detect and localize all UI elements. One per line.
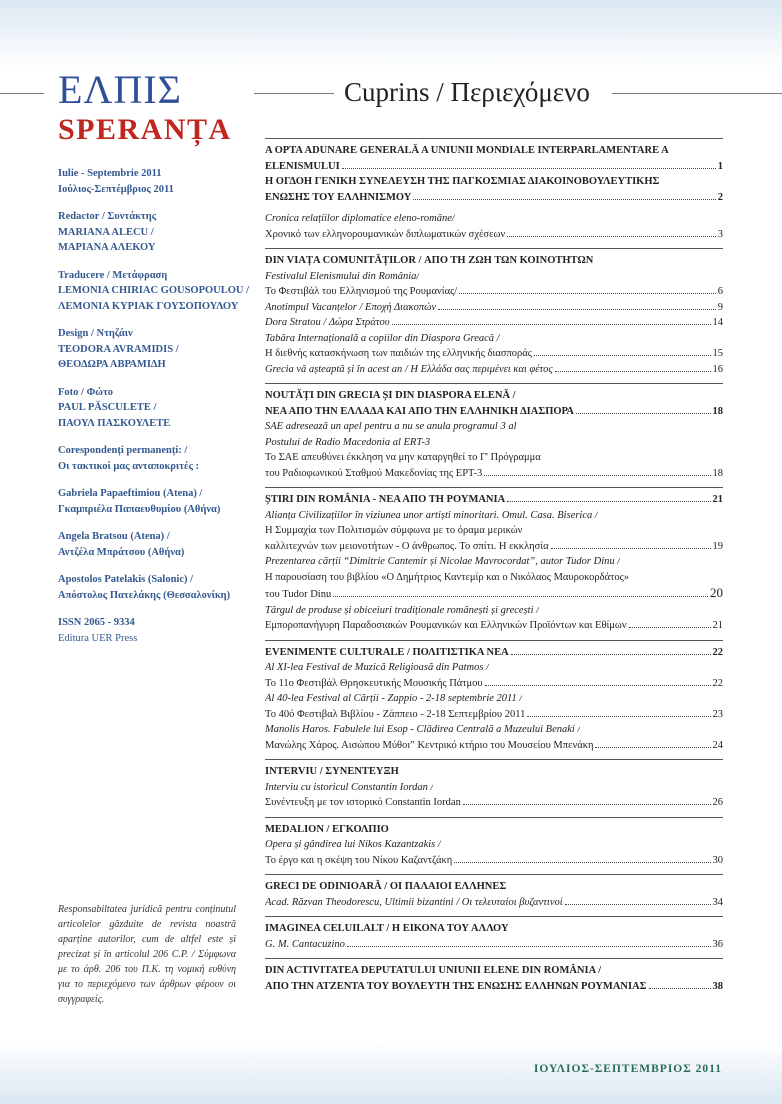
toc-entry[interactable] (265, 300, 723, 316)
toc-page-number: 26 (712, 797, 723, 808)
toc-entry-continued (265, 837, 723, 853)
toc-page-number: 15 (712, 348, 723, 359)
toc-leader-dots (438, 308, 716, 310)
toc-page-number: 19 (712, 540, 723, 552)
toc-section (265, 248, 723, 383)
masthead-line: Redactor / Συντάκτης (58, 211, 157, 222)
toc-leader-dots (534, 354, 711, 356)
toc-page-number: 21 (712, 620, 723, 631)
masthead-group (58, 443, 248, 474)
toc-page-number: 38 (712, 980, 723, 992)
toc-entry-title: Manolis Haros. Fabulele lui Esop - Clădirea Centrală a Muzeului Benaki / (265, 724, 581, 735)
toc-leader-dots (413, 198, 715, 200)
toc-heading: Cuprins / Περιεχόμενο (344, 77, 590, 107)
toc-leader-dots (342, 167, 716, 169)
toc-entry-continued (265, 691, 723, 707)
toc-section (265, 817, 723, 875)
toc-page-number: 16 (712, 363, 723, 375)
masthead-line: Traducere / Μετάφραση (58, 269, 168, 281)
toc-entry[interactable] (265, 190, 723, 206)
masthead-line: LEMONIA CHIRIAC GOUSOPOULOU / (58, 285, 250, 296)
toc-entry-title: Al XI-lea Festival de Muzică Religioasă din Patmos / (265, 662, 489, 673)
toc-section (265, 640, 723, 760)
masthead-line: Απόστολος Πατελάκης (Θεσσαλονίκη) (58, 589, 231, 601)
toc-leader-dots (511, 653, 711, 655)
toc-entry-continued (265, 331, 723, 347)
toc-entry-title: Το 11ο Φεστιβάλ Θρησκευτικής Μουσικής Πάτμου (265, 677, 483, 689)
legal-disclaimer: Responsabiltatea juridică pentru conținutul articolelor găzduite de revista noastră aparține autorilor, cum de altfel este și precizat și în articolul 206 C.P. / Σύμφωνα με το άρθ. 206 του Π.Κ. τη νομική ευθύνη για το περιεχόμενο των άρθρων φέρουν οι συγγραφείς. (58, 904, 236, 1005)
toc-entry-title: INTERVIU / ΣΥΝΕΝΤΕΥΞΗ (265, 766, 399, 777)
masthead-line: ΘΕΟΔΩΡΑ ΑΒΡΑΜΙΔΗ (58, 359, 166, 370)
page-footer-date: ΙΟΥΛΙΟΣ-ΣΕΠΤΕΜΒΡΙΟΣ 2011 (533, 1063, 722, 1075)
toc-entry-continued (265, 822, 723, 838)
toc-page-number: 30 (712, 854, 723, 866)
masthead-group (58, 529, 248, 560)
toc-leader-dots (595, 746, 710, 748)
toc-leader-dots (565, 903, 711, 905)
masthead-line: Design / Ντηζάιν (58, 328, 133, 339)
toc-leader-dots (333, 595, 708, 597)
masthead-line: Γκαμπριέλα Παπαευθυμίου (Αθήνα) (58, 503, 221, 515)
toc-leader-dots (527, 715, 710, 717)
toc-page-number: 9 (717, 301, 723, 313)
toc-entry-title: Prezentarea cărții “Dimitrie Cantemir și Nicolae Mavrocordat”, autor Tudor Dinu / (265, 556, 621, 567)
toc-entry-title: Interviu cu istoricul Constantin Iordan / (265, 781, 434, 793)
toc-entry[interactable] (265, 738, 723, 754)
toc-entry-title: του Tudor Dinu (265, 589, 332, 600)
toc-entry-title: ΕΝΩΣΗΣ ΤΟΥ ΕΛΛΗΝΙΣΜΟΥ (265, 191, 412, 203)
toc-entry-title: καλλιτεχνών των μειονοτήτων - Ο άνθρωπος. Το σπίτι. Η εκκλησία (265, 540, 549, 552)
toc-section (265, 958, 723, 1000)
toc-entry-continued (265, 660, 723, 676)
toc-page-number: 14 (712, 317, 723, 328)
masthead-line: Οι τακτικοί μας ανταποκριτές : (58, 460, 200, 472)
toc-entry-continued (265, 603, 723, 619)
toc-entry-continued (265, 570, 723, 586)
toc-entry-title: Η Συμμαχία των Πολιτισμών σύμφωνα με το όραμα μερικών (265, 525, 523, 536)
toc-section (265, 138, 723, 248)
toc-entry-title: SAE adresează un apel pentru a nu se anula programul 3 al (265, 421, 517, 432)
masthead-line: Angela Bratsou (Atena) / (58, 531, 170, 542)
masthead-line: Corespondenți permanenți: / (58, 445, 188, 456)
masthead-line: Ιούλιος-Σεπτέμβριος 2011 (58, 183, 174, 195)
toc-entry-continued (265, 963, 723, 979)
toc-entry-title: G. M. Cantacuzino (265, 938, 345, 950)
toc-entry-title: Το ΣΑΕ απευθύνει έκκληση να μην καταργηθεί το Γ' Πρόγραμμα (265, 452, 541, 463)
masthead-line: ΛΕΜΟΝΙΑ ΚΥΡΙΑΚ ΓΟΥΣΟΠΟΥΛΟΥ (58, 300, 239, 312)
toc-entry-title: Postului de Radio Macedonia al ERT-3 (265, 436, 431, 448)
masthead-line: ΠΑΟΥΛ ΠΑΣΚΟΥΛΕΤΕ (58, 417, 171, 429)
toc-page-number: 22 (712, 677, 723, 689)
toc-entry[interactable] (265, 159, 723, 175)
toc-entry[interactable] (265, 895, 723, 911)
toc-leader-dots (576, 412, 710, 414)
toc-entry-continued (265, 435, 723, 451)
toc-entry-continued (265, 780, 723, 796)
toc-page-number: 21 (712, 494, 723, 505)
toc-entry-continued (265, 253, 723, 269)
toc-entry-title: ELENISMULUI (265, 160, 340, 172)
toc-entry-title: Εμποροπανήγυρη Παραδοσιακών Ρουμανικών και Ελληνικών Προϊόντων και Εθίμων (265, 620, 627, 631)
masthead-group (58, 385, 248, 432)
masthead-group (58, 268, 248, 315)
toc-entry[interactable] (265, 937, 723, 953)
masthead-group (58, 326, 248, 373)
toc-entry[interactable] (265, 404, 723, 420)
toc-entry-title: Συνέντευξη με τον ιστορικό Constantin Iordan (265, 797, 461, 808)
toc-entry[interactable] (265, 853, 723, 869)
toc-section (265, 759, 723, 817)
masthead-group (58, 486, 248, 517)
logo-greek-title: ΕΛΠΙΣ (58, 67, 182, 112)
toc-page-number: 1 (717, 160, 723, 172)
table-of-contents (265, 138, 723, 1000)
masthead-line: ISSN 2065 - 9334 (58, 617, 135, 628)
toc-entry-title: Al 40-lea Festival al Cărții - Zappio - 2-18 septembrie 2011 / (265, 693, 523, 704)
toc-entry[interactable] (265, 645, 723, 661)
masthead-line: Apostolos Patelakis (Salonic) / (58, 574, 194, 585)
toc-entry-title: MEDALION / ΕΓΚΟΛΠΙΟ (265, 823, 389, 835)
toc-entry-title: NOUTĂȚI DIN GRECIA ȘI DIN DIASPORA ELENĂ / (265, 390, 516, 401)
toc-entry-title: Anotimpul Vacanțelor / Εποχή Διακοπών (265, 301, 437, 313)
toc-leader-dots (507, 235, 716, 237)
toc-entry[interactable] (265, 362, 723, 378)
toc-leader-dots (629, 626, 711, 628)
masthead-line: Foto / Φώτο (58, 386, 114, 398)
toc-entry-continued (265, 211, 723, 227)
toc-entry[interactable] (265, 346, 723, 362)
toc-entry-title: DIN ACTIVITATEA DEPUTATULUI UNIUNII ELENE DIN ROMÂNIA / (265, 965, 602, 976)
toc-entry-title: Χρονικό των ελληνορουμανικών διπλωματικών σχέσεων (265, 228, 506, 240)
toc-entry-title: Η διεθνής κατασκήνωση των παιδιών της ελληνικής διασποράς (265, 348, 532, 359)
masthead-group (58, 572, 248, 603)
toc-entry-continued (265, 921, 723, 937)
toc-leader-dots (551, 547, 711, 549)
toc-entry-continued (265, 554, 723, 570)
logo-latin-title: SPERANȚA (58, 113, 232, 146)
toc-entry-title: Grecia vă așteaptă și în acest an / Η Ελλάδα σας περιμένει και φέτος (265, 363, 553, 375)
toc-entry-title: Το έργο και η σκέψη του Νίκου Καζαντζάκη (265, 854, 453, 866)
toc-leader-dots (485, 684, 711, 686)
toc-section (265, 383, 723, 487)
toc-entry[interactable] (265, 676, 723, 692)
toc-entry-continued (265, 143, 723, 159)
masthead-line: Iulie - Septembrie 2011 (58, 168, 162, 179)
header-rule-left (0, 93, 44, 94)
toc-leader-dots (484, 474, 710, 476)
toc-entry-title: ȘTIRI DIN ROMÂNIA - ΝΕΑ ΑΠΟ ΤΗ ΡΟΥΜΑΝΙΑ (265, 494, 506, 505)
toc-entry[interactable] (265, 466, 723, 482)
masthead-line: Αντζέλα Μπράτσου (Αθήνα) (58, 546, 185, 558)
toc-entry-title: IMAGINEA CELUILALT / Η ΕΙΚΟΝΑ ΤΟΥ ΑΛΛΟΥ (265, 923, 509, 934)
masthead-group (58, 209, 248, 256)
masthead-line: Editura UER Press (58, 632, 138, 644)
toc-page-number: 22 (712, 646, 723, 658)
toc-entry-title: Cronica relațiilor diplomatice eleno-române/ (265, 213, 455, 224)
toc-leader-dots (463, 803, 711, 805)
toc-entry-title: Η ΟΓΔΟΗ ΓΕΝΙΚΗ ΣΥΝΕΛΕΥΣΗ ΤΗΣ ΠΑΓΚΟΣΜΙΑΣ ΔΙΑΚΟΙΝΟΒΟΥΛΕΥΤΙΚΗΣ (265, 176, 660, 187)
toc-entry-title: του Ραδιοφωνικού Σταθμού Μακεδονίας της ΕΡΤ-3 (265, 467, 483, 479)
toc-entry-title: Το Φεστιβάλ του Ελληνισμού της Ρουμανίας/ (265, 286, 458, 297)
toc-entry-title: DIN VIAȚA COMUNITĂȚILOR / ΑΠΟ ΤΗ ΖΩΗ ΤΩΝ ΚΟΙΝΟΤΗΤΩΝ (265, 255, 594, 266)
toc-entry-title: Acad. Răzvan Theodorescu, Ultimii bizantini / Οι τελευταίοι βυζαντινοί (265, 896, 563, 908)
toc-entry-title: Tabăra Internațională a copiilor din Diaspora Greacă / (265, 332, 500, 344)
toc-entry-continued (265, 764, 723, 780)
masthead-group (58, 166, 248, 197)
toc-entry-title: ΑΠΟ ΤΗΝ ΑΤΖΕΝΤΑ ΤΟΥ ΒΟΥΛΕΥΤΗ ΤΗΣ ΕΝΩΣΗΣ ΕΛΛΗΝΩΝ ΡΟΥΜΑΝΙΑΣ (265, 980, 647, 992)
toc-entry[interactable] (265, 979, 723, 995)
toc-entry[interactable] (265, 284, 723, 300)
toc-leader-dots (454, 861, 710, 863)
toc-leader-dots (507, 500, 710, 502)
toc-page-number: 2 (717, 191, 723, 203)
toc-entry-continued (265, 508, 723, 524)
toc-entry-title: Opera și gândirea lui Nikos Kazantzakis / (265, 839, 441, 850)
toc-page-number: 36 (712, 938, 723, 950)
toc-entry-title: Târgul de produse și obiceiuri tradiționale românești și grecești / (265, 604, 540, 616)
toc-page-number: 23 (712, 708, 723, 720)
toc-entry[interactable] (265, 315, 723, 331)
toc-leader-dots (392, 323, 711, 325)
toc-page-number: 18 (712, 405, 723, 417)
masthead-line: PAUL PĂSCULETE / (58, 402, 157, 413)
toc-page-number: 34 (712, 896, 723, 908)
toc-entry-title: EVENIMENTE CULTURALE / ΠΟΛΙΤΙΣΤΙΚΑ ΝΕΑ (265, 646, 509, 658)
toc-entry-continued (265, 722, 723, 738)
toc-entry-title: Festivalul Elenismului din România/ (265, 270, 420, 282)
toc-entry-continued (265, 388, 723, 404)
toc-entry-continued (265, 174, 723, 190)
header-rule-middle (254, 93, 334, 94)
toc-page-number: 20 (710, 585, 723, 600)
toc-entry-continued (265, 419, 723, 435)
masthead-line: Gabriela Papaeftimiou (Atena) / (58, 488, 203, 499)
toc-page-number: 3 (717, 228, 723, 240)
toc-section (265, 487, 723, 640)
toc-entry-title: GRECI DE ODINIOARĂ / ΟΙ ΠΑΛΑΙΟΙ ΕΛΛΗΝΕΣ (265, 881, 507, 892)
toc-entry-continued (265, 450, 723, 466)
toc-entry-title: Το 40ό Φεστιβαλ Βιβλίου - Ζάππειο - 2-18 Σεπτεμβρίου 2011 (265, 708, 526, 720)
toc-section (265, 916, 723, 958)
toc-entry[interactable] (265, 227, 723, 243)
masthead-credits (58, 166, 248, 658)
toc-entry-continued (265, 269, 723, 285)
toc-leader-dots (347, 945, 711, 947)
toc-page-number: 18 (712, 467, 723, 479)
toc-entry[interactable] (265, 795, 723, 811)
toc-entry-title: Η παρουσίαση του βιβλίου «Ο Δημήτριος Καντεμίρ και ο Νικόλαος Μαυροκορδάτος» (265, 571, 629, 583)
masthead-line: MARIANA ALECU / (58, 226, 154, 238)
toc-page-number: 6 (717, 286, 723, 297)
toc-section (265, 874, 723, 916)
toc-entry[interactable] (265, 618, 723, 634)
toc-entry[interactable] (265, 707, 723, 723)
masthead-line: ΜΑΡΙΑΝΑ ΑΛΕΚΟΥ (58, 242, 156, 253)
toc-entry-title: Dora Stratou / Δώρα Στράτου (265, 317, 390, 328)
toc-entry[interactable] (265, 539, 723, 555)
toc-leader-dots (459, 292, 716, 294)
toc-leader-dots (555, 370, 711, 372)
toc-entry-title: Μανώλης Χάρος. Αισώπου Μύθοι” Κεντρικό κτήριο του Μουσείου Μπενάκη (265, 739, 594, 751)
toc-leader-dots (649, 987, 711, 989)
header-rule-right (612, 93, 782, 94)
toc-entry-continued (265, 879, 723, 895)
toc-entry-continued (265, 523, 723, 539)
toc-entry[interactable] (265, 492, 723, 508)
masthead-group (58, 615, 248, 646)
toc-entry[interactable] (265, 585, 723, 603)
toc-entry-title: A OPTA ADUNARE GENERALĂ A UNIUNII MONDIALE INTERPARLAMENTARE A (265, 145, 669, 156)
toc-entry-title: ΝΕΑ ΑΠΟ ΤΗΝ ΕΛΛΑΔΑ ΚΑΙ ΑΠΟ ΤΗΝ ΕΛΛΗΝΙΚΗ ΔΙΑΣΠΟΡΑ (265, 405, 575, 417)
toc-entry-title: Alianța Civilizațiilor în viziunea unor artiști minoritari. Omul. Casa. Biserica / (265, 509, 598, 521)
toc-page-number: 24 (712, 739, 723, 751)
masthead-line: TEODORA AVRAMIDIS / (58, 343, 179, 355)
